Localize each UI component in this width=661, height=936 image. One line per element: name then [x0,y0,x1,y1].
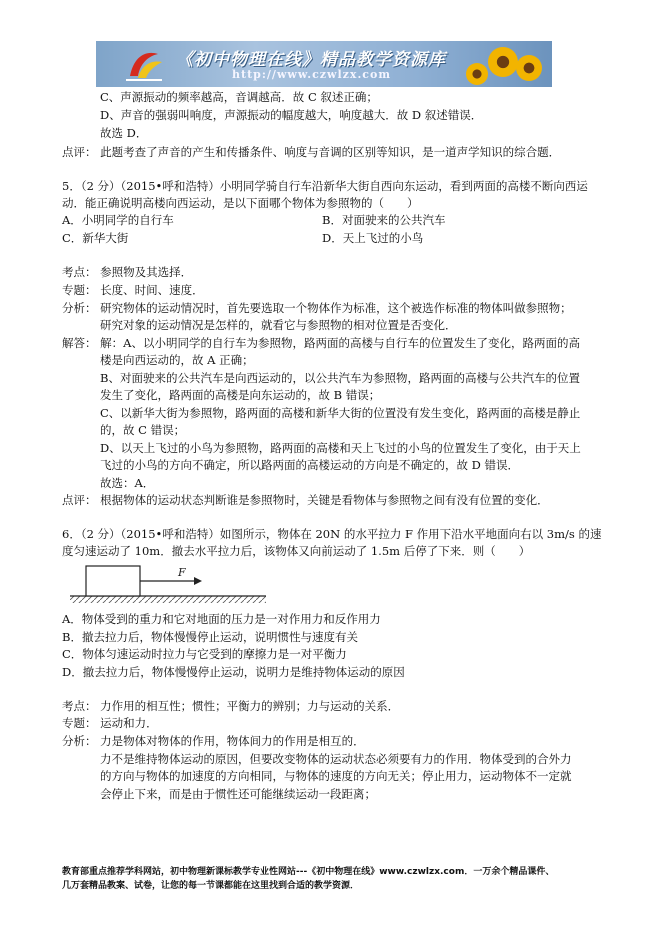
q6-fenxi-cont-1: 力不是维持物体运动的原因，但要改变物体的运动状态必须要有力的作用．物体受到的合外力 [100,752,572,766]
q5-option-b: B．对面驶来的公共汽车 [322,213,446,227]
q5-jieda-c-cont: 的，故 C 错误； [100,423,186,437]
q6-fenxi-cont-3: 会停止下来，而是由于惯性还可能继续运动一段距离； [100,787,376,801]
footer-line-2: 几万套精品教案、试卷，让您的每一节课都能在这里找到合适的教学资源． [62,881,360,891]
header-banner [96,41,552,87]
q6-option-d: D．撤去拉力后，物体慢慢停止运动，说明力是维持物体运动的原因 [62,665,405,679]
q5-jieda-b-cont: 发生了变化，路两面的高楼是向东运动的，故 B 错误； [100,388,381,402]
block [86,566,140,596]
sunflower-icon [466,63,488,85]
q5-jieda-d-cont: 飞过的小鸟的方向不确定，所以路两面的高楼运动的方向是不确定的，故 D 错误． [100,458,520,472]
q6-zhuanti: 专题： 运动和力． [62,716,158,730]
q6-fenxi-cont-2: 的方向与物体的加速度的方向相同，与物体的速度的方向无关；停止用力，运动物体不一定就 [100,769,572,783]
q5-option-a: A．小明同学的自行车 [62,213,174,227]
banner-title: 《初中物理在线》精品教学资源库 [176,50,446,70]
q5-fenxi: 分析： 研究物体的运动情况时，首先要选取一个物体作为标准，这个被选作标准的物体叫做参照物； [62,301,572,315]
q5-stem-line-2: 动．能正确说明高楼向西运动，是以下面哪个物体为参照物的（ ） [62,196,419,210]
sunflower-icon [488,47,518,77]
q5-stem-line-1: 5．（2 分）（2015•呼和浩特）小明同学骑自行车沿新华大街自西向东运动，看到两面的高楼不断向西运 [62,179,588,193]
q5-choice: 故选：A． [100,476,155,490]
ground [70,596,266,603]
q6-option-c: C．物体匀速运动时拉力与它受到的摩擦力是一对平衡力 [62,647,347,661]
q5-kaodian: 考点： 参照物及其选择． [62,265,193,279]
q5-jieda-a-cont: 楼是向西运动的，故 A 正确； [100,353,254,367]
q5-fenxi-cont: 研究对象的运动情况是怎样的，就看它与参照物的相对位置是否变化． [100,318,457,332]
q6-option-a: A．物体受到的重力和它对地面的压力是一对作用力和反作用力 [62,612,381,626]
q5-zhuanti: 专题： 长度、时间、速度． [62,283,204,297]
footer-line-1: 教育部重点推荐学科网站，初中物理新课标教学专业性网站---《初中物理在线》www.czwlzx.com．一万余个精品课件、 [62,867,555,877]
banner-url: http://www.czwlzx.com [232,68,391,81]
prev-choice: 故选 D． [100,126,148,140]
q5-jieda-b: B、对面驶来的公共汽车是向西运动的，以公共汽车为参照物，路两面的高楼与公共汽车的位置 [100,371,580,385]
sunflower-icon [516,55,542,81]
q5-option-d: D．天上飞过的小鸟 [322,231,424,245]
q5-jieda-c: C、以新华大街为参照物，路两面的高楼和新华大街的位置没有发生变化，路两面的高楼是静止 [100,406,581,420]
q5-option-c: C．新华大街 [62,231,129,245]
prev-answer-d: D、声音的强弱叫响度，声源振动的幅度越大，响度越大．故 D 叙述错误． [100,108,483,122]
prev-answer-c: C、声源振动的频率越高，音调越高．故 C 叙述正确； [100,90,378,104]
force-label: F [178,566,186,579]
q6-stem-line-2: 度匀速运动了 10m．撤去水平拉力后，该物体又向前运动了 1.5m 后停了下来．则（ ） [62,544,531,558]
site-logo-icon [124,46,164,82]
q6-figure [70,564,266,606]
q6-stem-line-1: 6．（2 分）（2015•呼和浩特）如图所示，物体在 20N 的水平拉力 F 作用下沿水平地面向右以 3m/s 的速 [62,527,602,541]
q5-jieda: 解答： 解：A、以小明同学的自行车为参照物，路两面的高楼与自行车的位置发生了变化，路两面的高 [62,336,580,350]
q6-fenxi: 分析： 力是物体对物体的作用，物体间力的作用是相互的． [62,734,365,748]
prev-comment: 点评： 此题考查了声音的产生和传播条件、响度与音调的区别等知识，是一道声学知识的综合题． [62,145,561,159]
q6-kaodian: 考点： 力作用的相互性；惯性；平衡力的辨别；力与运动的关系． [62,699,400,713]
q5-jieda-d: D、以天上飞过的小鸟为参照物，路两面的高楼和天上飞过的小鸟的位置发生了变化，由于天上 [100,441,581,455]
q6-option-b: B．撤去拉力后，物体慢慢停止运动，说明惯性与速度有关 [62,630,358,644]
q5-comment: 点评： 根据物体的运动状态判断谁是参照物时，关键是看物体与参照物之间有没有位置的变化． [62,493,549,507]
